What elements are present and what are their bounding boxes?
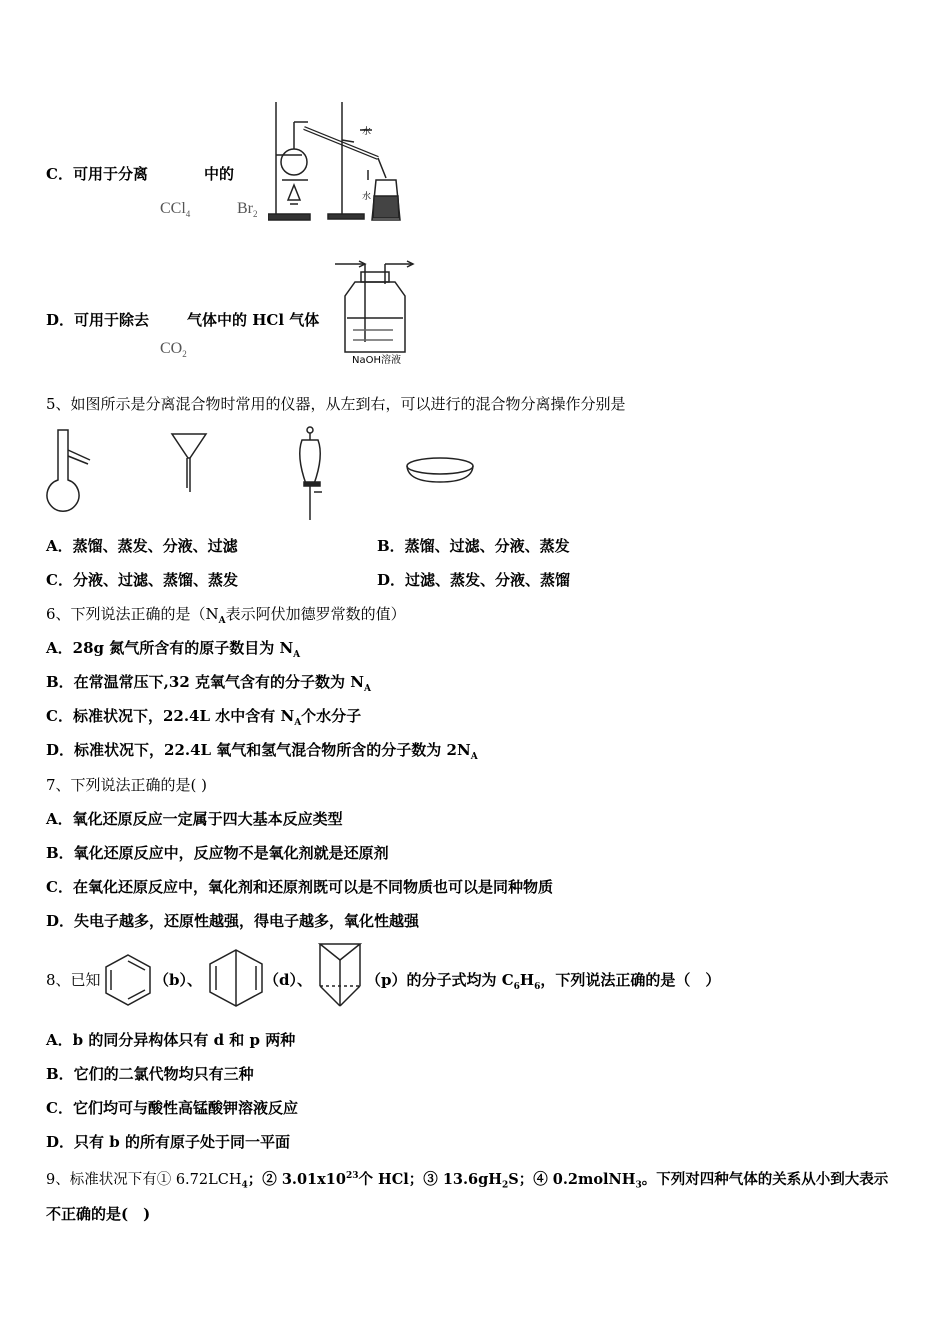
q5-option-a: A．蒸馏、蒸发、分液、过滤 — [46, 537, 238, 555]
q7-stem: 7、下列说法正确的是( ) — [46, 776, 208, 794]
q6-b-text: B．在常温常压下,32 克氧气含有的分子数为 N — [46, 673, 364, 691]
q6-stem-sub: A — [218, 616, 226, 626]
q8-label-d: （d）、 — [264, 971, 312, 989]
q6-a-text: A．28g 氮气所含有的原子数目为 N — [46, 639, 294, 657]
q9-sub-4: 3 — [635, 1180, 642, 1191]
br2-formula — [237, 200, 258, 219]
q8-h: H — [519, 971, 535, 989]
funnel-icon — [172, 434, 206, 492]
ccl-sub: 4 — [185, 209, 191, 220]
q8-label-p: （p）的分子式均为 C — [366, 971, 514, 989]
co2-formula — [160, 340, 187, 359]
q9-part-3: 个 HCl；③ 13.6gH — [358, 1170, 502, 1188]
q6-d-sub: A — [470, 752, 478, 762]
distilling-flask-icon — [47, 430, 90, 511]
q5-option-c: C．分液、过滤、蒸馏、蒸发 — [46, 571, 238, 589]
q8-option-d: D．只有 b 的所有原子处于同一平面 — [46, 1133, 290, 1151]
q9-part-5: 。下列对四种气体的关系从小到大表示 — [641, 1170, 889, 1188]
q8-option-c: C．它们均可与酸性高锰酸钾溶液反应 — [46, 1099, 298, 1117]
evaporating-dish-icon — [407, 458, 473, 482]
br-sub: 2 — [253, 209, 258, 220]
q9-sub-1: 4 — [241, 1180, 248, 1191]
q6-d-text: D．标准状况下，22.4L 氧气和氢气混合物所含的分子数为 2N — [46, 741, 471, 759]
ccl-text: CCl — [160, 200, 186, 217]
q4-option-c — [46, 164, 234, 184]
q7-option-c: C．在氧化还原反应中，氧化剂和还原剂既可以是不同物质也可以是同种物质 — [46, 878, 553, 896]
gas-washing-bottle-figure — [333, 256, 415, 368]
q9-sup-2: 23 — [345, 1171, 359, 1181]
q9-part-1: 9、标准状况下有① 6.72LCH — [46, 1171, 242, 1188]
q9-stem — [46, 1166, 888, 1196]
q7-option-a: A．氧化还原反应一定属于四大基本反应类型 — [46, 810, 343, 828]
separatory-funnel-icon — [300, 427, 322, 520]
q4-d-mid: 气体中的 HCl 气体 — [187, 311, 320, 329]
q6-option-c — [46, 706, 361, 733]
q9-stem-line2: 不正确的是( ) — [46, 1205, 151, 1223]
q7-option-b: B．氧化还原反应中，反应物不是氧化剂就是还原剂 — [46, 844, 389, 862]
q8-option-b: B．它们的二氯代物均只有三种 — [46, 1065, 254, 1083]
q4-c-prefix: C．可用于分离 — [46, 165, 148, 183]
q4-option-d — [46, 310, 319, 330]
q6-option-b — [46, 672, 371, 699]
q4-d-prefix: D．可用于除去 — [46, 311, 150, 329]
q8-sub-c: 6 — [513, 982, 520, 992]
benzene-structure-icon — [102, 952, 154, 1008]
q6-option-d — [46, 740, 478, 767]
q5-option-b: B．蒸馏、过滤、分液、蒸发 — [377, 537, 570, 555]
q5-instruments-figure — [40, 426, 490, 522]
q8-stem-tail: ，下列说法正确的是（ ） — [540, 971, 721, 989]
prismane-structure-icon — [318, 940, 362, 1008]
q8-stem-end — [366, 970, 720, 997]
q6-c-sub: A — [294, 718, 302, 728]
q9-part-2: ；② 3.01x10 — [247, 1170, 346, 1188]
q8-label-b: （b）、 — [154, 971, 202, 989]
q5-option-d: D．过滤、蒸发、分液、蒸馏 — [377, 571, 571, 589]
water-label-2: 水 — [362, 192, 372, 202]
q9-sub-3: 2 — [501, 1180, 509, 1191]
co-sub: 2 — [182, 349, 187, 360]
q8-option-a: A．b 的同分异构体只有 d 和 p 两种 — [46, 1031, 296, 1049]
ccl4-formula — [160, 200, 190, 219]
q6-option-a — [46, 638, 300, 665]
q6-c-text: C．标准状况下，22.4L 水中含有 N — [46, 707, 295, 725]
q6-a-sub: A — [293, 650, 301, 660]
q6-stem — [46, 604, 406, 631]
naoh-label: NaOH溶液 — [352, 355, 401, 366]
distillation-apparatus-figure — [268, 100, 410, 226]
q5-stem: 5、如图所示是分离混合物时常用的仪器，从左到右，可以进行的混合物分离操作分别是 — [46, 395, 626, 413]
water-label-1: 水 — [362, 127, 372, 137]
q9-part-4: S；④ 0.2molNH — [508, 1170, 636, 1188]
q6-c-post: 个水分子 — [301, 707, 362, 725]
br-text: Br — [237, 200, 253, 217]
q7-option-d: D．失电子越多，还原性越强，得电子越多，氧化性越强 — [46, 912, 420, 930]
dewar-benzene-structure-icon — [208, 948, 264, 1008]
q6-b-sub: A — [363, 684, 371, 694]
q6-stem-pre: 6、下列说法正确的是（N — [46, 605, 219, 623]
q8-sub-h: 6 — [534, 982, 541, 992]
co-text: CO — [160, 340, 183, 357]
q4-c-mid: 中的 — [203, 165, 234, 183]
q6-stem-post: 表示阿伏加德罗常数的值） — [225, 605, 406, 623]
q8-stem-a: 8、已知 — [46, 971, 101, 989]
